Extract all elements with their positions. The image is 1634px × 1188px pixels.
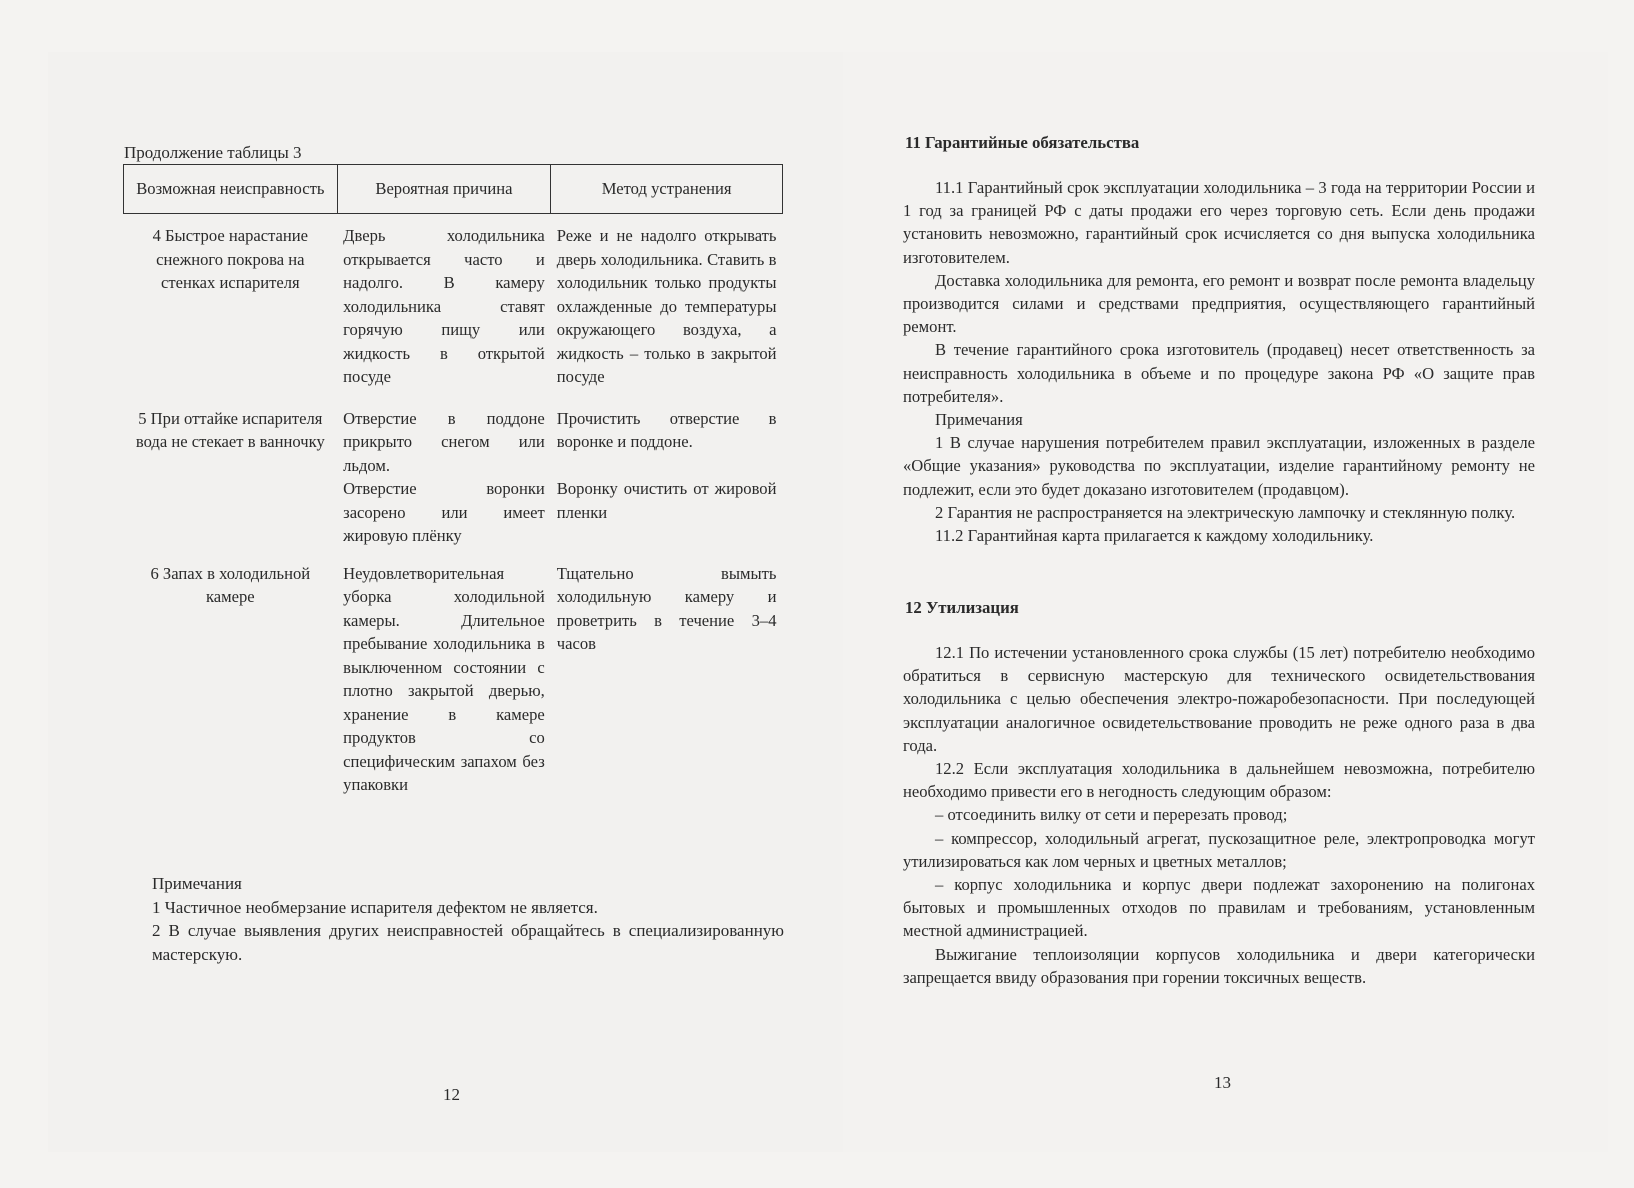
cause-cell: Отверстие воронки засорено или имеет жировую плёнку	[343, 479, 545, 545]
header-remedy: Метод устранения	[551, 165, 783, 214]
table-row	[124, 224, 783, 389]
list-item: – корпус холодильника и корпус двери подлежат захоронению на полигонах бытовых и промышленных отходов по правилам и требованиям, установленным местной администрацией.	[903, 875, 1535, 941]
fault-cell: 5 При оттайке испарителя вода не стекает в ванночку	[135, 408, 325, 451]
remedy-cell: Прочистить отверстие в воронке и поддоне.	[556, 408, 777, 451]
left-notes	[152, 872, 784, 966]
cause-cell: Дверь холодильника открывается часто и надолго. В камеру холодильника ставят горячую пищу или жидкость в открытой посуде	[343, 226, 545, 386]
notes-title: Примечания	[152, 874, 242, 893]
fault-cell	[124, 477, 338, 548]
fault-cell: 4 Быстрое нарастание снежного покрова на стенках испарителя	[152, 226, 309, 292]
section-12	[903, 596, 1535, 619]
paragraph: 11.1 Гарантийный срок эксплуатации холодильника – 3 года на территории России и 1 год за границей РФ с даты продажи его через торговую сеть. Если день продажи установить невозможно, гарантийный срок исчисляется со дня выпуска холодильника изготовителем.	[903, 178, 1535, 267]
table-caption: Продолжение таблицы 3	[124, 143, 302, 162]
note-item: 1 В случае нарушения потребителем правил эксплуатации, изложенных в разделе «Общие указания» руководства по эксплуатации, изделие гарантийному ремонту не подлежит, если это будет доказано изготовителем (продавцом).	[903, 433, 1535, 499]
section-12-title: 12 Утилизация	[905, 598, 1019, 617]
troubleshooting-table	[123, 164, 783, 797]
table-row	[124, 562, 783, 797]
fault-cell: 6 Запах в холодильной камере	[150, 563, 311, 606]
section-11-title: 11 Гарантийные обязательства	[905, 133, 1140, 152]
paragraph: 12.2 Если эксплуатация холодильника в дальнейшем невозможна, потребителю необходимо привести его в негодность следующим образом:	[903, 759, 1535, 802]
page-number-left: 12	[443, 1085, 460, 1104]
notes-title: Примечания	[935, 410, 1023, 430]
section-11	[903, 131, 1535, 154]
page-number-right: 13	[1214, 1073, 1231, 1092]
paragraph: Доставка холодильника для ремонта, его ремонт и возврат после ремонта владельцу производится силами и средствами предприятия, осуществляющего гарантийный ремонт.	[903, 270, 1535, 337]
list-item: – компрессор, холодильный агрегат, пускозащитное реле, электропроводка могут утилизироваться как лом черных и цветных металлов;	[903, 828, 1535, 871]
paragraph: Выжигание теплоизоляции корпусов холодильника и двери категорически запрещается ввиду образования при горении токсичных веществ.	[903, 944, 1535, 987]
remedy-cell: Воронку очистить от жировой пленки	[556, 479, 777, 522]
cause-cell: Неудовлетворительная уборка холодильной камеры. Длительное пребывание холодильника в выключенном состоянии с плотно закрытой дверью, хранение в камере продуктов со специфическим запахом без упаковки	[343, 563, 545, 794]
paragraph: В течение гарантийного срока изготовитель (продавец) несет ответственность за неисправность холодильника в объеме и по процедуре закона РФ «О защите прав потребителя».	[903, 340, 1535, 406]
paragraph: 12.1 По истечении установленного срока службы (15 лет) потребителю необходимо обратиться в сервисную мастерскую для технического освидетельствования холодильника с целью обеспечения электро-пожаробезопасности. При последующей эксплуатации аналогичное освидетельствование проводить не реже одного раза в два года.	[903, 643, 1535, 755]
table-row	[124, 477, 783, 548]
note-item: 2 Гарантия не распространяется на электрическую лампочку и стеклянную полку.	[935, 502, 1516, 522]
list-item: – отсоединить вилку от сети и перерезать провод;	[935, 805, 1288, 825]
note-item: 2 В случае выявления других неисправностей обращайтесь в специализированную мастерскую.	[152, 921, 784, 964]
header-fault: Возможная неисправность	[124, 165, 338, 214]
cause-cell: Отверстие в поддоне прикрыто снегом или льдом.	[343, 408, 545, 475]
remedy-cell: Реже и не надолго открывать дверь холодильника. Ставить в холодильник только продукты охлажденные до температуры окружающего воздуха, а жидкость – только в закрытой посуде	[556, 226, 777, 386]
note-item: 1 Частичное необмерзание испарителя дефектом не является.	[152, 897, 598, 917]
remedy-cell: Тщательно вымыть холодильную камеру и проветрить в течение 3–4 часов	[556, 563, 777, 653]
table-row	[124, 407, 783, 478]
paragraph: 11.2 Гарантийная карта прилагается к каждому холодильнику.	[935, 526, 1374, 546]
section-11-body	[903, 176, 1535, 547]
header-cause: Вероятная причина	[337, 165, 551, 214]
table-header-row	[124, 165, 783, 214]
section-12-body	[903, 641, 1535, 989]
